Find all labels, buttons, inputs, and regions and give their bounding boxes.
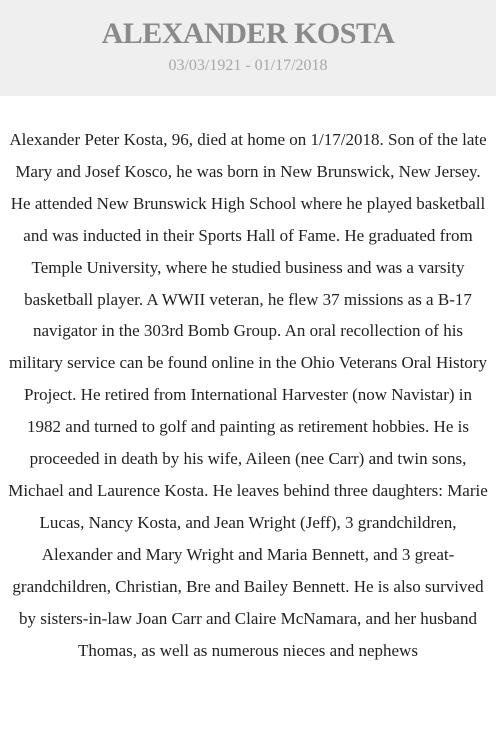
deceased-name: ALEXANDER KOSTA (101, 17, 395, 50)
life-dates: 03/03/1921 - 01/17/2018 (168, 57, 328, 74)
obituary-text: Alexander Peter Kosta, 96, died at home on 1/17/2018. Son of the late Mary and Josef Kosco, he was born in New Brunswick, New Jersey. He attended New Brunswick High School where he played basketball and was inducted in their Sports Hall of Fame. He graduated from Temple University, where he studied business and was a varsity basketball player. A WWII veteran, he flew 37 missions as a B-17 navigator in the 303rd Bomb Group. An oral recollection of his military service can be found online in the Ohio Veterans Oral History Project. He retired from International Harvester (now Navistar) in 1982 and turned to golf and painting as retirement hobbies. He is proceeded in death by his wife, Aileen (nee Carr) and twin sons, Michael and Laurence Kosta. He leaves behind three daughters: Marie Lucas, Nancy Kosta, and Jean Wright (Jeff), 3 grandchildren, Alexander and Mary Wright and Maria Bennett, and 3 great-grandchildren, Christian, Bre and Bailey Bennett. He is also survived by sisters-in-law Joan Carr and Claire McNamara, and her husband Thomas, as well as numerous nieces and nephews (8, 130, 488, 660)
